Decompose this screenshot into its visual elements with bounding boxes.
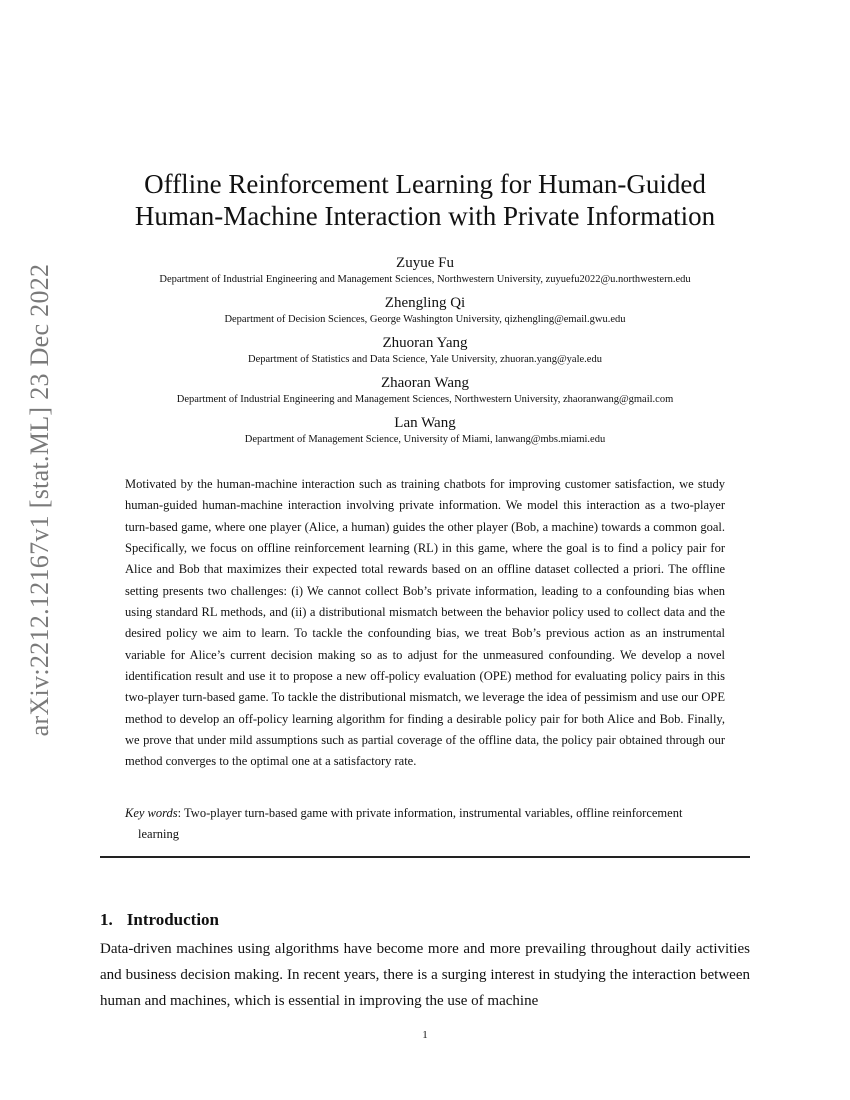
author-name: Zhuoran Yang — [382, 335, 468, 351]
author-affiliation: Department of Statistics and Data Science, Yale University, zhuoran.yang@yale.edu — [248, 354, 602, 365]
section-heading — [100, 910, 219, 930]
author-name: Zhengling Qi — [384, 295, 466, 311]
keywords-label: Key words — [125, 806, 178, 820]
author-name: Zhaoran Wang — [380, 375, 470, 391]
keywords — [125, 803, 725, 845]
author-block — [60, 294, 790, 327]
author-block — [60, 414, 790, 447]
author-list — [60, 254, 790, 454]
paper-title-line-2: Human-Machine Interaction with Private Information — [134, 201, 716, 231]
page-number: 1 — [422, 1029, 428, 1041]
abstract: Motivated by the human-machine interaction such as training chatbots for improving customer satisfaction, we study human-guided human-machine interaction involving private information. We model this interaction as a two-player turn-based game, where one player (Alice, a human) guides the other player (Bob, a machine) towards a common goal. Specifically, we focus on offline reinforcement learning (RL) in this game, where the goal is to find a policy pair for Alice and Bob that maximizes their expected total rewards based on an offline dataset collected a priori. The offline setting presents two challenges: (i) We cannot collect Bob’s private information, leading to a confounding bias when using standard RL methods, and (ii) a distributional mismatch between the behavior policy used to collect data and the desired policy we aim to learn. To tackle the confounding bias, we treat Bob’s previous action as an instrumental variable for Alice’s current decision making so as to adjust for the unmeasured confounding. We develop a novel identification result and use it to propose a new off-policy evaluation (OPE) method for evaluating policy pairs in this two-player turn-based game. To tackle the distributional mismatch, we leverage the idea of pessimism and use our OPE method to develop an off-policy learning algorithm for finding a desirable policy pair for both Alice and Bob. Finally, we prove that under mild assumptions such as partial coverage of the offline data, the policy pair obtained through our method converges to the optimal one at a satisfactory rate. — [125, 477, 725, 769]
author-affiliation: Department of Management Science, University of Miami, lanwang@mbs.miami.edu — [244, 434, 606, 445]
keywords-colon: : — [177, 806, 185, 820]
author-affiliation: Department of Industrial Engineering and Management Sciences, Northwestern University, zhaoranwang@gmail.com — [176, 394, 674, 405]
author-block — [60, 334, 790, 367]
keywords-text: Two-player turn-based game with private information, instrumental variables, offline reinforcement learning — [138, 806, 683, 841]
author-block — [60, 374, 790, 407]
section-number: 1. — [100, 910, 113, 929]
paper-title — [90, 168, 760, 232]
author-name: Lan Wang — [394, 415, 456, 431]
author-name: Zuyue Fu — [396, 255, 454, 271]
author-affiliation: Department of Industrial Engineering and Management Sciences, Northwestern University, zuyuefu2022@u.northwestern.edu — [159, 274, 691, 285]
section-title: Introduction — [126, 910, 220, 929]
intro-paragraph: Data-driven machines using algorithms have become more and more prevailing throughout daily activities and business decision making. In recent years, there is a surging interest in studying the interaction between human and machines, which is essential in improving the use of machine — [100, 941, 750, 1009]
author-affiliation: Department of Decision Sciences, George Washington University, qizhengling@email.gwu.edu — [224, 314, 626, 325]
paper-title-line-1: Offline Reinforcement Learning for Human-Guided — [144, 169, 706, 199]
author-block — [60, 254, 790, 287]
arxiv-identifier: arXiv:2212.12167v1 [stat.ML] 23 Dec 2022 — [25, 263, 54, 737]
section-divider — [100, 856, 750, 858]
